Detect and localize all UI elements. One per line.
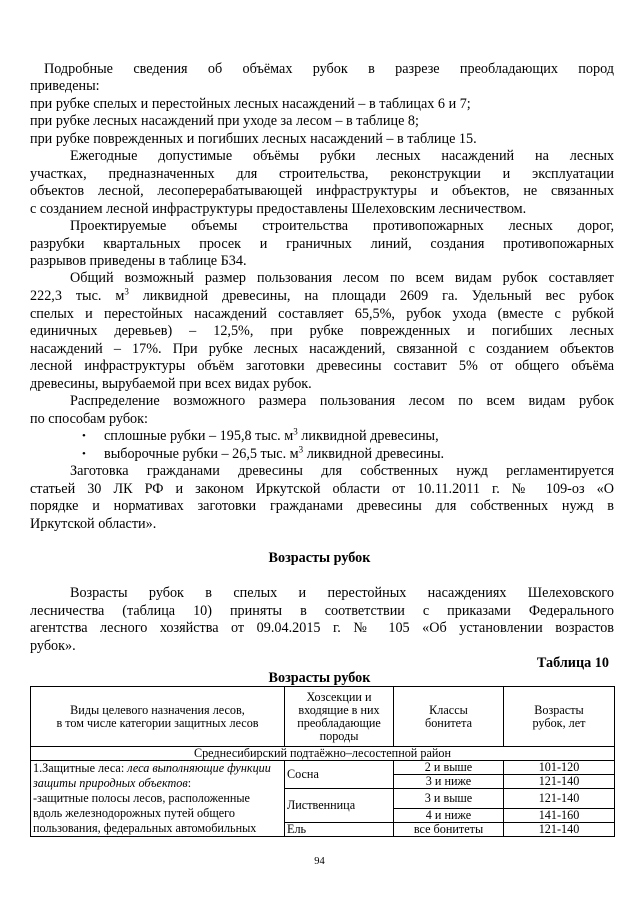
- paragraph-line: древесины, вырубаемой при всех видах рубок.: [30, 376, 312, 392]
- paragraph-line: участках, предназначенных для строительства, реконструкции и эксплуатации: [30, 166, 614, 182]
- paragraph-line: Заготовка гражданами древесины для собственных нужд регламентируется: [70, 463, 614, 479]
- bullet-icon: •: [82, 430, 86, 442]
- cutting-ages-table: [30, 686, 615, 837]
- paragraph-line: приведены:: [30, 78, 100, 94]
- paragraph-line: Проектируемые объемы строительства противопожарных лесных дорог,: [70, 218, 614, 234]
- class-cell: 2 и выше: [394, 761, 504, 775]
- paragraph-line: Распределение возможного размера пользования лесом по всем видам рубок: [70, 393, 614, 409]
- age-cell: 101-120: [504, 761, 615, 775]
- text-run: ликвидной древесины, на площади 2609 га. Удельный вес рубок: [128, 288, 614, 304]
- species-cell: Лиственница: [285, 789, 394, 823]
- text-run: 222,3 тыс. м: [30, 288, 125, 304]
- superscript: 3: [298, 444, 304, 455]
- age-cell: 121-140: [504, 789, 615, 809]
- paragraph-line: Ежегодные допустимые объёмы рубки лесных насаждений на лесных: [70, 148, 614, 164]
- superscript: 3: [124, 286, 129, 297]
- paragraph-line: объектов лесной, лесоперерабатывающей инфраструктуры и объектов, не связанных: [30, 183, 614, 199]
- text-run: ликвидной древесины.: [303, 446, 445, 462]
- paragraph-line: рубок».: [30, 638, 76, 654]
- paragraph-line: порядке и нормативах заготовки гражданами древесины для собственных нужд в: [30, 498, 614, 514]
- class-cell: 3 и ниже: [394, 775, 504, 789]
- paragraph-line: лесной инфраструктуры объём заготовки древесины составит 5% от общего объёма: [30, 358, 614, 374]
- table-title: Возрасты рубок: [268, 670, 371, 686]
- text-run: сплошные рубки – 195,8 тыс. м: [104, 428, 294, 444]
- bullet-item: [82, 444, 445, 463]
- category-rest: : -защитные полосы лесов, расположенные вдоль железнодорожных путей общего пользования, федеральных автомобильных: [33, 776, 257, 835]
- age-cell: 141-160: [504, 809, 615, 823]
- table-header-row: [31, 687, 615, 747]
- paragraph-line: разрывов приведены в таблице Б34.: [30, 253, 247, 269]
- paragraph-line: при рубке поврежденных и погибших лесных насаждений – в таблице 15.: [30, 131, 477, 147]
- paragraph-line: Возрасты рубок в спелых и перестойных насаждениях Шелеховского: [70, 585, 614, 601]
- category-cell: [31, 761, 285, 837]
- age-cell: 121-140: [504, 823, 615, 837]
- category-prefix: 1.Защитные леса:: [33, 761, 128, 775]
- header-cell-age: Возрасты рубок, лет: [504, 687, 615, 747]
- table-number: Таблица 10: [536, 655, 609, 671]
- paragraph-line: по способам рубок:: [30, 411, 148, 427]
- paragraph-line: статьей 30 ЛК РФ и законом Иркутской области от 10.11.2011 г. № 109-оз «О: [30, 481, 614, 497]
- header-cell-forest-purpose: Виды целевого назначения лесов, в том числе категории защитных лесов: [31, 687, 285, 747]
- class-cell: все бонитеты: [394, 823, 504, 837]
- paragraph-line: при рубке лесных насаждений при уходе за лесом – в таблице 8;: [30, 113, 419, 129]
- paragraph-line: разрубки квартальных просек и граничных линий, создания противопожарных: [30, 236, 614, 252]
- paragraph-line: Иркутской области».: [30, 516, 157, 532]
- species-cell: Сосна: [285, 761, 394, 789]
- class-cell: 4 и ниже: [394, 809, 504, 823]
- text-run: ликвидной древесины,: [297, 428, 439, 444]
- category-italic: леса выполняющие функции защиты природных объектов: [33, 761, 271, 790]
- age-cell: 121-140: [504, 775, 615, 789]
- paragraph-line: Подробные сведения об объёмах рубок в разрезе преобладающих пород: [44, 61, 614, 77]
- region-cell: Среднесибирский подтаёжно–лесостепной район: [31, 747, 615, 761]
- paragraph-line: единичных деревьев) – 12,5%, при рубке поврежденных и погибших лесных: [30, 323, 614, 339]
- header-cell-sections: Хозсекции и входящие в них преобладающие породы: [285, 687, 394, 747]
- paragraph-line: агентства лесного хозяйства от 09.04.2015 г. № 105 «Об установлении возрастов: [30, 620, 614, 636]
- paragraph-line: лесничества (таблица 10) приняты в соответствии с приказами Федерального: [30, 603, 614, 619]
- bullet-icon: •: [82, 448, 86, 460]
- superscript: 3: [293, 426, 298, 437]
- paragraph-line: при рубке спелых и перестойных лесных насаждений – в таблицах 6 и 7;: [30, 96, 471, 112]
- header-cell-class: Классы бонитета: [394, 687, 504, 747]
- page-number: 94: [314, 856, 325, 867]
- table-region-row: [31, 747, 615, 761]
- paragraph-line: [30, 288, 614, 305]
- paragraph-line: насаждений – 17%. При рубке лесных насаждений, связанной с созданием объектов: [30, 341, 614, 357]
- bullet-item: [82, 426, 439, 445]
- paragraph-line: с созданием лесной инфраструктуры предоставлены Шелеховским лесничеством.: [30, 201, 527, 217]
- table-row: [31, 761, 615, 775]
- section-heading: Возрасты рубок: [268, 550, 371, 566]
- species-cell: Ель: [285, 823, 394, 837]
- paragraph-line: спелых и перестойных насаждений составляет 65,5%, рубок ухода (вместе с рубкой: [30, 306, 614, 322]
- class-cell: 3 и выше: [394, 789, 504, 809]
- text-run: выборочные рубки – 26,5 тыс. м: [104, 446, 299, 462]
- paragraph-line: Общий возможный размер пользования лесом по всем видам рубок составляет: [70, 270, 614, 286]
